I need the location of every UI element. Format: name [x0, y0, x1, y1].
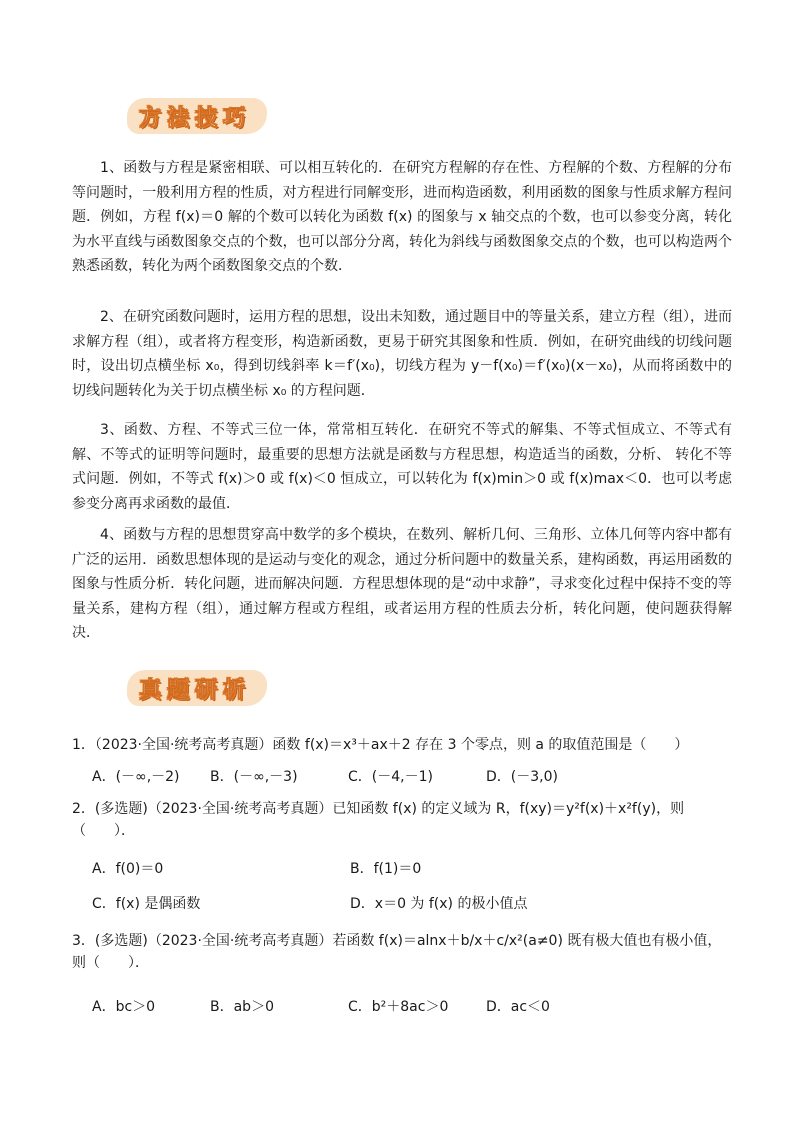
- question-2-stem: 2．(多选题)（2023·全国·统考高考真题）已知函数 f(x) 的定义域为 R，f(xy)＝y²f(x)＋x²f(y)，则（ ）．: [72, 801, 685, 839]
- banner-char: 巧: [222, 105, 245, 131]
- question-1-stem: 1．（2023·全国·统考高考真题）函数 f(x)＝x³＋ax＋2 存在 3 个零点，则 a 的取值范围是（ ）: [72, 737, 689, 753]
- banner-char: 法: [166, 105, 189, 131]
- question-2-options-row2: [92, 893, 732, 913]
- option-c: C．b²＋8ac＞0: [348, 999, 449, 1015]
- section-title-exam: [131, 670, 247, 706]
- option-a: A．bc＞0: [92, 999, 156, 1015]
- question-2-options-row1: [92, 858, 732, 878]
- paragraph-3: 3、函数、方程、不等式三位一体，常常相互转化．在研究不等式的解集、不等式恒成立、不等式有解、不等式的证明等问题时，最重要的思想方法就是函数与方程思想，构造适当的函数，分析、 转化不等式问题．例如，不等式 f(x)＞0 或 f(x)＜0 恒成立，可以转化为 f(x)min＞0 或 f(x)max＜0．也可以考虑参变分离再求函数的最值．: [72, 422, 732, 512]
- paragraph-2: 2、在研究函数问题时，运用方程的思想，设出未知数，通过题目中的等量关系，建立方程（组），进而求解方程（组），或者将方程变形，构造新函数，更易于研究其图象和性质．例如，在研究曲线的切线问题时，设出切点横坐标 x₀，得到切线斜率 k＝f′(x₀)，切线方程为 y－f(x₀)＝f′(x₀)(x－x₀)，从而将函数中的切线问题转化为关于切点横坐标 x₀ 的方程问题．: [72, 309, 732, 399]
- banner-char: 真: [138, 677, 161, 703]
- option-c: C．f(x) 是偶函数: [92, 896, 201, 912]
- option-b: B．ab＞0: [210, 999, 274, 1015]
- option-d: D．x＝0 为 f(x) 的极小值点: [350, 896, 528, 912]
- question-1-options: [92, 766, 732, 786]
- option-a: A．(－∞,－2): [92, 769, 180, 785]
- option-d: D．ac＜0: [486, 999, 550, 1015]
- question-3-stem: 3．(多选题)（2023·全国·统考高考真题）若函数 f(x)＝alnx＋b/x＋c/x²(a≠0) 既有极大值也有极小值，则（ ）．: [72, 933, 722, 971]
- option-a: A．f(0)＝0: [92, 861, 164, 877]
- banner-char: 研: [194, 677, 217, 703]
- banner-char: 析: [222, 677, 245, 703]
- question-3-options: [92, 996, 732, 1016]
- paragraph-4: 4、函数与方程的思想贯穿高中数学的多个模块，在数列、解析几何、三角形、立体几何等内容中都有广泛的运用．函数思想体现的是运动与变化的观念，通过分析问题中的数量关系，建构函数，再运用函数的图象与性质分析．转化问题，进而解决问题．方程思想体现的是“动中求静”，寻求变化过程中保持不变的等量关系，建构方程（组），通过解方程或方程组，或者运用方程的性质去分析，转化问题，使问题获得解决．: [72, 527, 732, 641]
- option-b: B．f(1)＝0: [350, 861, 422, 877]
- paragraph-1: 1、函数与方程是紧密相联、可以相互转化的．在研究方程解的存在性、方程解的个数、方程解的分布等问题时，一般利用方程的性质，对方程进行同解变形，进而构造函数，利用函数的图象与性质求解方程问题．例如，方程 f(x)＝0 解的个数可以转化为函数 f(x) 的图象与 x 轴交点的个数，也可以参变分离，转化为水平直线与函数图象交点的个数，也可以部分分离，转化为斜线与函数图象交点的个数，也可以构造两个熟悉函数，转化为两个函数图象交点的个数．: [72, 160, 732, 274]
- banner-char: 方: [138, 105, 161, 131]
- banner-char: 技: [194, 105, 217, 131]
- banner-char: 题: [166, 677, 189, 703]
- option-c: C．(－4,－1): [348, 769, 433, 785]
- option-d: D．(－3,0): [486, 769, 558, 785]
- option-b: B．(－∞,－3): [210, 769, 298, 785]
- section-title-methods: [131, 98, 247, 134]
